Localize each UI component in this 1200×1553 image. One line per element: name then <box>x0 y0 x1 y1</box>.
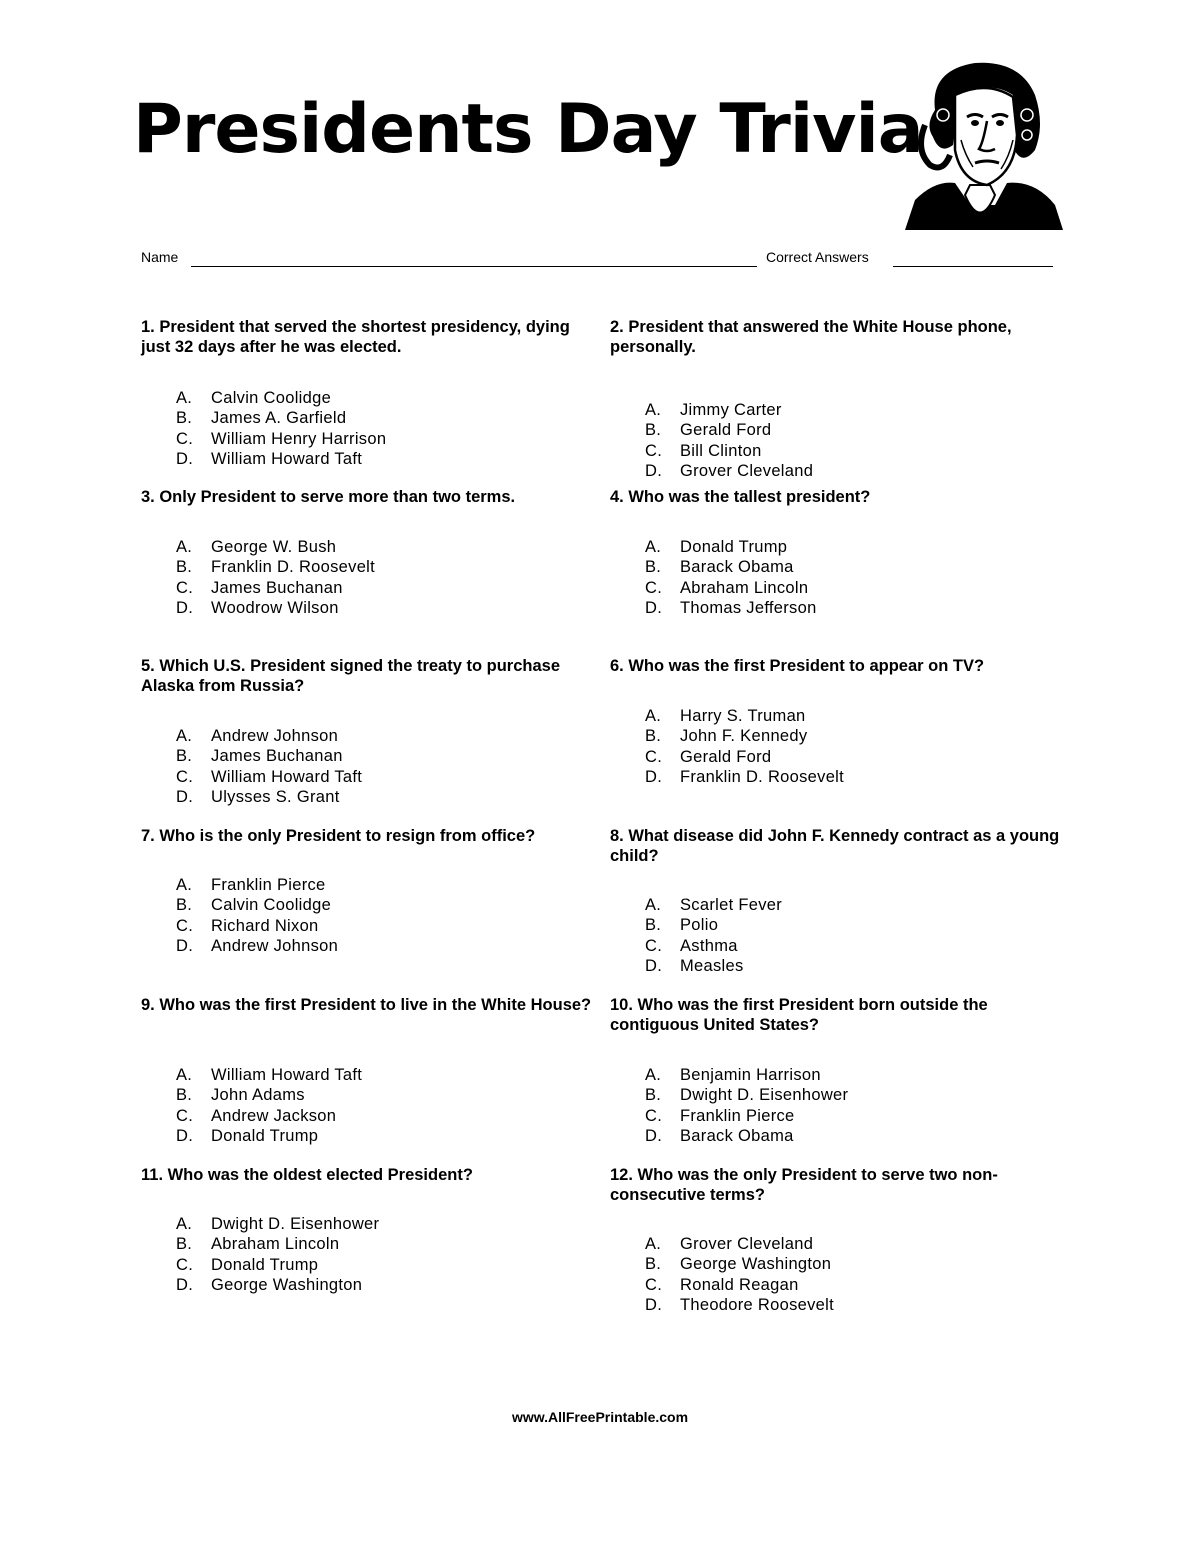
answer-option[interactable] <box>610 441 1062 461</box>
answer-option[interactable] <box>610 598 1062 618</box>
answer-option[interactable] <box>141 1126 593 1146</box>
answer-options <box>610 400 1062 481</box>
option-letter: A. <box>176 1215 193 1233</box>
option-text: Dwight D. Eisenhower <box>211 1215 380 1233</box>
option-text: Asthma <box>680 936 738 955</box>
answer-option[interactable] <box>141 1275 593 1295</box>
name-answer-bar <box>141 249 1053 271</box>
option-letter: D. <box>645 1295 663 1314</box>
question-4 <box>610 487 1062 617</box>
answer-option[interactable] <box>610 1085 1062 1105</box>
footer-url: www.AllFreePrintable.com <box>511 1409 689 1425</box>
question-text: 1. President that served the shortest presidency, dying just 32 days after he was elected. <box>141 318 570 356</box>
answer-option[interactable] <box>610 1295 1062 1315</box>
option-text: Franklin D. Roosevelt <box>680 767 845 786</box>
option-text: John Adams <box>211 1086 305 1105</box>
option-text: William Howard Taft <box>211 1066 363 1084</box>
option-text: Scarlet Fever <box>680 896 783 914</box>
option-letter: C. <box>645 1275 663 1294</box>
answer-option[interactable] <box>610 1254 1062 1274</box>
option-text: Donald Trump <box>211 1126 319 1145</box>
option-letter: B. <box>645 1255 662 1274</box>
option-letter: D. <box>176 449 194 468</box>
option-letter: C. <box>176 429 194 448</box>
option-letter: B. <box>176 1086 193 1105</box>
answer-option[interactable] <box>141 449 593 469</box>
option-text: Franklin Pierce <box>211 876 326 894</box>
option-text: William Howard Taft <box>211 449 363 468</box>
option-text: Ronald Reagan <box>680 1275 799 1294</box>
question-text: 3. Only President to serve more than two terms. <box>141 488 516 506</box>
question-6 <box>610 656 1062 786</box>
page-title: Presidents Day Trivia <box>133 90 923 169</box>
option-letter: B. <box>176 1235 193 1254</box>
option-letter: A. <box>645 1066 662 1084</box>
answer-option[interactable] <box>610 726 1062 746</box>
answer-option[interactable] <box>610 956 1062 976</box>
option-text: Grover Cleveland <box>680 461 814 480</box>
option-text: Polio <box>680 916 719 935</box>
option-text: James A. Garfield <box>211 409 347 428</box>
question-text: 8. What disease did John F. Kennedy contract as a young child? <box>610 827 1060 865</box>
answer-option[interactable] <box>141 916 593 936</box>
answer-options <box>141 726 593 807</box>
option-letter: C. <box>645 747 663 766</box>
option-letter: D. <box>645 461 663 480</box>
option-text: Franklin Pierce <box>680 1106 795 1125</box>
option-letter: D. <box>645 598 663 617</box>
answer-option[interactable] <box>610 747 1062 767</box>
option-text: Jimmy Carter <box>680 401 782 419</box>
option-text: Thomas Jefferson <box>680 598 817 617</box>
answer-option[interactable] <box>610 557 1062 577</box>
question-1 <box>141 317 593 468</box>
option-text: Gerald Ford <box>680 421 772 440</box>
option-text: George Washington <box>211 1275 363 1294</box>
option-letter: A. <box>645 1235 662 1253</box>
answer-option[interactable] <box>141 537 593 557</box>
question-text: 4. Who was the tallest president? <box>610 488 871 506</box>
option-letter: B. <box>645 558 662 577</box>
answer-options <box>610 1065 1062 1146</box>
option-letter: B. <box>176 896 193 915</box>
option-text: Dwight D. Eisenhower <box>680 1086 849 1105</box>
option-letter: C. <box>645 936 663 955</box>
answer-option[interactable] <box>141 895 593 915</box>
option-text: George W. Bush <box>211 538 337 556</box>
option-letter: B. <box>645 916 662 935</box>
option-letter: C. <box>176 1106 194 1125</box>
question-11 <box>141 1165 593 1294</box>
question-10 <box>610 995 1062 1145</box>
answer-option[interactable] <box>141 1255 593 1275</box>
answer-options <box>141 875 593 956</box>
option-text: William Henry Harrison <box>211 429 387 448</box>
option-letter: A. <box>645 538 662 556</box>
answer-option[interactable] <box>610 400 1062 420</box>
option-text: James Buchanan <box>211 578 343 597</box>
option-text: Franklin D. Roosevelt <box>211 558 376 577</box>
answer-options <box>610 1234 1062 1315</box>
option-text: Ulysses S. Grant <box>211 787 340 806</box>
option-letter: C. <box>176 1255 194 1274</box>
answer-option[interactable] <box>610 1234 1062 1254</box>
answer-options <box>610 537 1062 618</box>
option-letter: D. <box>645 767 663 786</box>
answer-option[interactable] <box>610 1106 1062 1126</box>
question-text: 11. Who was the oldest elected President? <box>141 1166 473 1184</box>
option-letter: A. <box>176 1066 193 1084</box>
question-12 <box>610 1165 1062 1314</box>
answer-option[interactable] <box>141 936 593 956</box>
answer-option[interactable] <box>610 936 1062 956</box>
option-letter: C. <box>176 916 194 935</box>
answer-option[interactable] <box>610 420 1062 440</box>
option-letter: C. <box>645 441 663 460</box>
answer-option[interactable] <box>610 1126 1062 1146</box>
answer-option[interactable] <box>141 578 593 598</box>
question-text: 9. Who was the first President to live in the White House? <box>141 996 592 1014</box>
question-2 <box>610 317 1062 480</box>
answer-option[interactable] <box>141 1085 593 1105</box>
option-letter: D. <box>645 1126 663 1145</box>
answer-option[interactable] <box>141 726 593 746</box>
answer-option[interactable] <box>610 461 1062 481</box>
answer-options <box>610 706 1062 787</box>
option-text: Calvin Coolidge <box>211 389 332 407</box>
option-text: Benjamin Harrison <box>680 1066 821 1084</box>
answer-option[interactable] <box>610 895 1062 915</box>
answer-options <box>141 537 593 618</box>
answer-option[interactable] <box>610 1275 1062 1295</box>
option-letter: D. <box>176 936 194 955</box>
option-letter: A. <box>176 538 193 556</box>
option-letter: D. <box>645 956 663 975</box>
answer-option[interactable] <box>141 1106 593 1126</box>
option-text: William Howard Taft <box>211 767 363 786</box>
question-5 <box>141 656 593 806</box>
option-text: Bill Clinton <box>680 441 762 460</box>
option-letter: A. <box>645 401 662 419</box>
question-text: 7. Who is the only President to resign from office? <box>141 827 536 845</box>
answer-option[interactable] <box>141 557 593 577</box>
option-letter: A. <box>176 727 193 745</box>
option-letter: B. <box>176 409 193 428</box>
option-text: Theodore Roosevelt <box>680 1295 834 1314</box>
question-text: 2. President that answered the White House phone, personally. <box>610 318 1012 356</box>
answer-option[interactable] <box>141 767 593 787</box>
option-text: Woodrow Wilson <box>211 598 339 617</box>
option-letter: D. <box>176 1275 194 1294</box>
answer-option[interactable] <box>610 915 1062 935</box>
answer-option[interactable] <box>141 1214 593 1234</box>
answer-option[interactable] <box>610 767 1062 787</box>
option-letter: D. <box>176 787 194 806</box>
correct-answers-label: Correct Answers <box>766 249 869 265</box>
name-label: Name <box>141 249 179 265</box>
option-text: Measles <box>680 956 744 975</box>
option-text: Abraham Lincoln <box>680 578 809 597</box>
answer-option[interactable] <box>141 875 593 895</box>
option-text: John F. Kennedy <box>680 727 808 746</box>
answer-option[interactable] <box>141 408 593 428</box>
answer-option[interactable] <box>610 578 1062 598</box>
question-3 <box>141 487 593 617</box>
option-letter: B. <box>176 558 193 577</box>
option-letter: A. <box>645 707 662 725</box>
question-9 <box>141 995 593 1145</box>
option-text: Andrew Jackson <box>211 1106 337 1125</box>
question-text: 10. Who was the first President born outside the contiguous United States? <box>610 996 988 1034</box>
question-text: 12. Who was the only President to serve two non-consecutive terms? <box>610 1166 998 1204</box>
option-letter: B. <box>176 747 193 766</box>
option-text: Barack Obama <box>680 1126 794 1145</box>
option-text: Andrew Johnson <box>211 727 339 745</box>
option-letter: D. <box>176 598 194 617</box>
option-letter: A. <box>176 389 193 407</box>
option-letter: B. <box>645 1086 662 1105</box>
option-letter: C. <box>176 767 194 786</box>
option-letter: C. <box>176 578 194 597</box>
option-letter: C. <box>645 1106 663 1125</box>
option-text: Calvin Coolidge <box>211 896 332 915</box>
option-text: Grover Cleveland <box>680 1235 814 1253</box>
question-text: 6. Who was the first President to appear on TV? <box>610 657 985 675</box>
option-text: Donald Trump <box>680 538 788 556</box>
answer-option[interactable] <box>141 388 593 408</box>
question-7 <box>141 826 593 955</box>
answer-option[interactable] <box>141 746 593 766</box>
answer-option[interactable] <box>610 1065 1062 1085</box>
answer-option[interactable] <box>141 429 593 449</box>
option-text: Andrew Johnson <box>211 936 339 955</box>
option-text: James Buchanan <box>211 747 343 766</box>
option-text: Barack Obama <box>680 558 794 577</box>
question-8 <box>610 826 1062 975</box>
answer-option[interactable] <box>141 1234 593 1254</box>
answer-option[interactable] <box>141 598 593 618</box>
option-text: Richard Nixon <box>211 916 319 935</box>
option-text: Gerald Ford <box>680 747 772 766</box>
option-letter: A. <box>645 896 662 914</box>
answer-options <box>610 895 1062 976</box>
name-field-line[interactable] <box>191 266 757 267</box>
option-text: George Washington <box>680 1255 832 1274</box>
option-letter: B. <box>645 727 662 746</box>
correct-answers-line[interactable] <box>893 266 1053 267</box>
answer-option[interactable] <box>610 706 1062 726</box>
option-text: Donald Trump <box>211 1255 319 1274</box>
answer-options <box>141 1214 593 1295</box>
answer-option[interactable] <box>610 537 1062 557</box>
option-letter: A. <box>176 876 193 894</box>
answer-option[interactable] <box>141 787 593 807</box>
option-text: Harry S. Truman <box>680 707 806 725</box>
option-text: Abraham Lincoln <box>211 1235 340 1254</box>
option-letter: B. <box>645 421 662 440</box>
option-letter: C. <box>645 578 663 597</box>
answer-option[interactable] <box>141 1065 593 1085</box>
answer-options <box>141 388 593 469</box>
answer-options <box>141 1065 593 1146</box>
option-letter: D. <box>176 1126 194 1145</box>
george-washington-portrait <box>895 55 1065 230</box>
question-text: 5. Which U.S. President signed the treaty to purchase Alaska from Russia? <box>141 657 561 695</box>
